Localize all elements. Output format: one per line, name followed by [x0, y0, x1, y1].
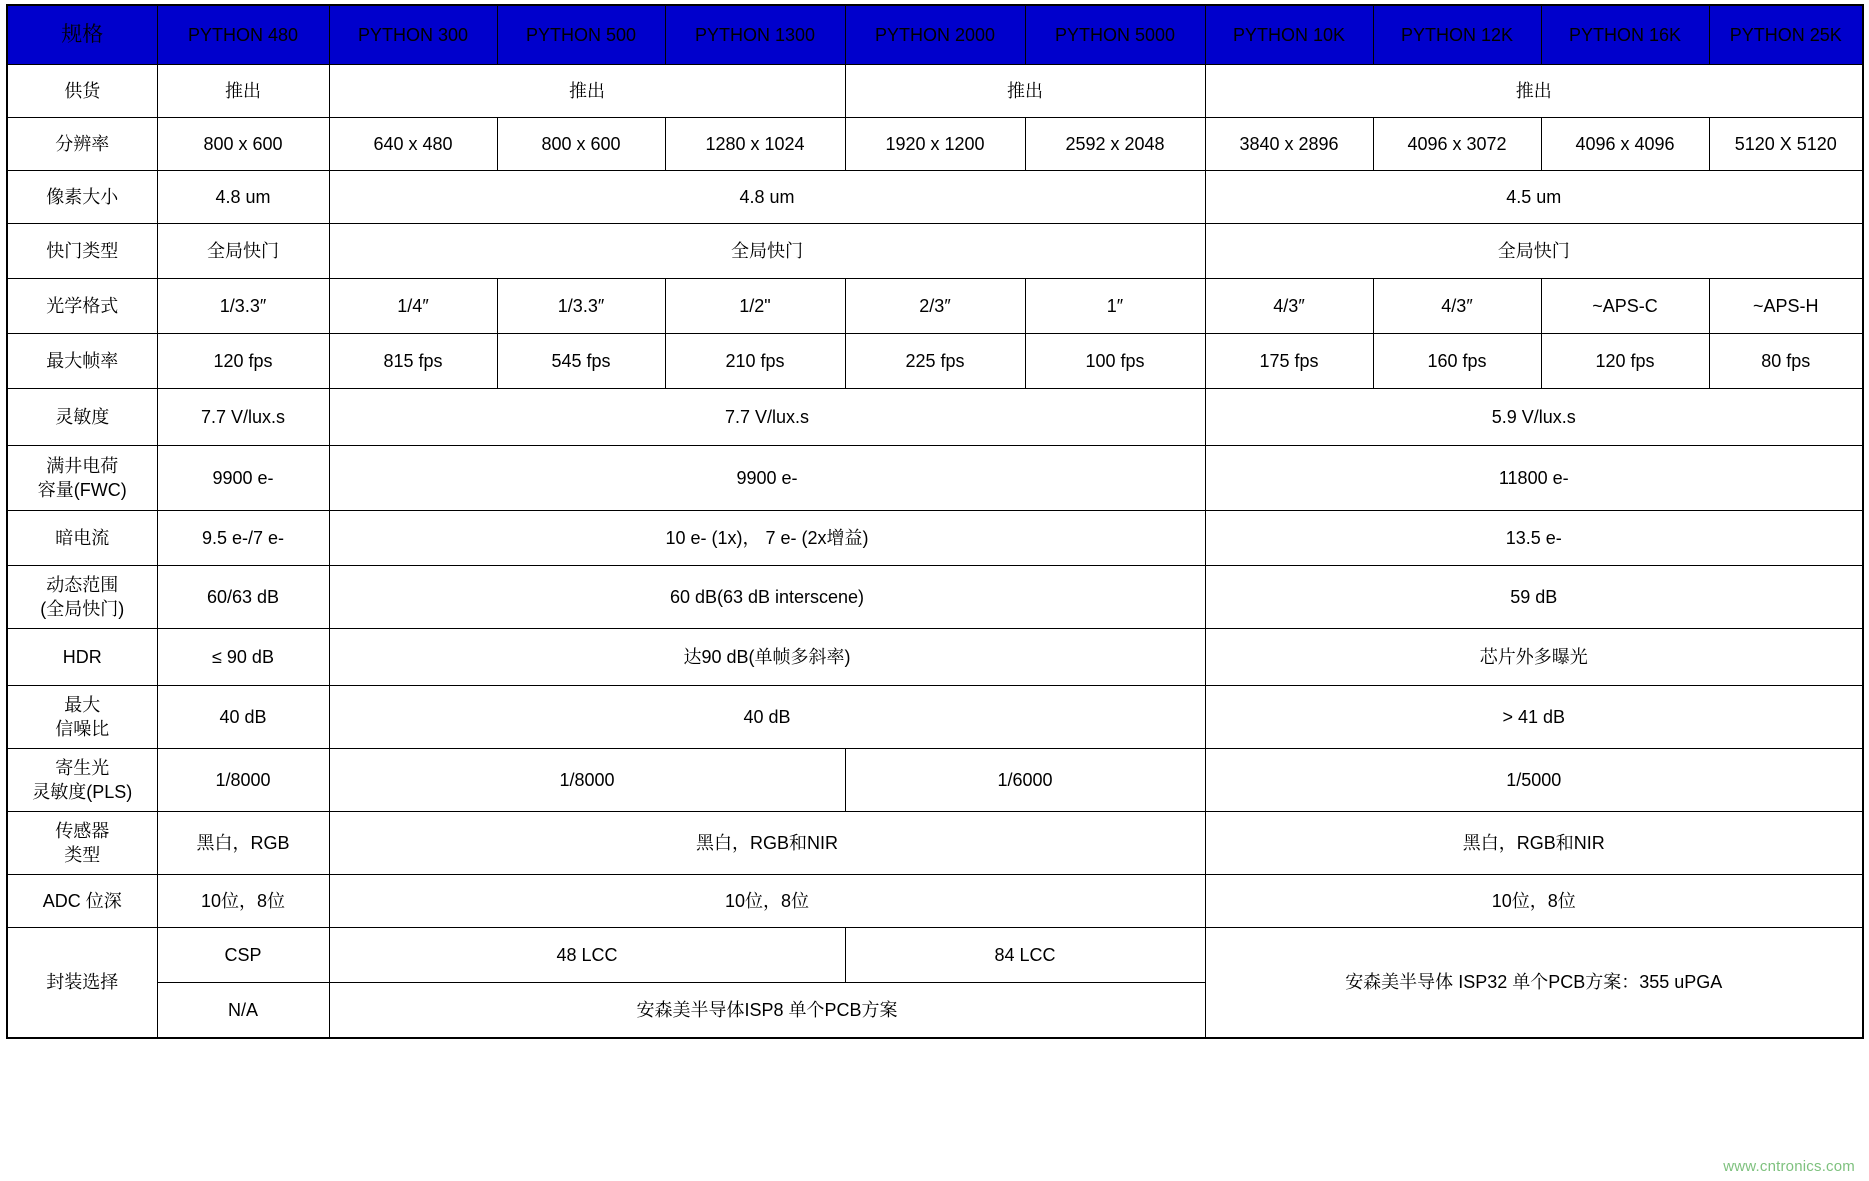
dark-current-group-10k-25k: 13.5 e- [1205, 511, 1863, 566]
dynamic-range-label-line2: (全局快门) [40, 599, 125, 619]
max-fps-python-12k: 160 fps [1373, 334, 1541, 389]
resolution-python-5000: 2592 x 2048 [1025, 118, 1205, 171]
max-fps-python-500: 545 fps [497, 334, 665, 389]
column-header-python-500: PYTHON 500 [497, 5, 665, 65]
pls-python-480: 1/8000 [157, 749, 329, 812]
max-fps-python-5000: 100 fps [1025, 334, 1205, 389]
package-isp8-group: 安森美半导体ISP8 单个PCB方案 [329, 983, 1205, 1039]
fwc-group-10k-25k: 11800 e- [1205, 446, 1863, 511]
row-label-dynamic-range [7, 566, 157, 629]
row-adc-bit-depth [7, 875, 1863, 928]
row-label-hdr: HDR [7, 629, 157, 686]
dark-current-group-300-5000: 10 e- (1x)， 7 e- (2x增益) [329, 511, 1205, 566]
availability-group-10k-25k: 推出 [1205, 65, 1863, 118]
pixel-size-group-300-5000: 4.8 um [329, 171, 1205, 224]
package-isp32-group: 安森美半导体 ISP32 单个PCB方案：355 uPGA [1205, 928, 1863, 1039]
row-dark-current [7, 511, 1863, 566]
resolution-python-300: 640 x 480 [329, 118, 497, 171]
resolution-python-16k: 4096 x 4096 [1541, 118, 1709, 171]
row-label-dark-current: 暗电流 [7, 511, 157, 566]
row-sensor-type [7, 812, 1863, 875]
optical-format-python-5000: 1″ [1025, 279, 1205, 334]
row-max-frame-rate [7, 334, 1863, 389]
adc-group-300-5000: 10位，8位 [329, 875, 1205, 928]
sensor-type-label-line1: 传感器 [55, 820, 110, 841]
fwc-label-line2: 容量(FWC) [37, 480, 127, 500]
snr-group-10k-25k: > 41 dB [1205, 686, 1863, 749]
fwc-group-300-5000: 9900 e- [329, 446, 1205, 511]
hdr-group-300-5000: 达90 dB(单帧多斜率) [329, 629, 1205, 686]
adc-python-480: 10位，8位 [157, 875, 329, 928]
sensor-type-group-300-5000: 黑白，RGB和NIR [329, 812, 1205, 875]
watermark-text: www.cntronics.com [1723, 1158, 1855, 1175]
snr-python-480: 40 dB [157, 686, 329, 749]
package-48lcc-group: 48 LCC [329, 928, 845, 983]
shutter-group-10k-25k: 全局快门 [1205, 224, 1863, 279]
resolution-python-2000: 1920 x 1200 [845, 118, 1025, 171]
resolution-python-25k: 5120 X 5120 [1709, 118, 1863, 171]
sensor-type-label-line2: 类型 [64, 845, 101, 865]
max-fps-python-16k: 120 fps [1541, 334, 1709, 389]
optical-format-python-480: 1/3.3″ [157, 279, 329, 334]
row-sensitivity [7, 389, 1863, 446]
row-label-pls [7, 749, 157, 812]
row-optical-format [7, 279, 1863, 334]
pixel-size-python-480: 4.8 um [157, 171, 329, 224]
sensitivity-group-10k-25k: 5.9 V/lux.s [1205, 389, 1863, 446]
column-header-python-480: PYTHON 480 [157, 5, 329, 65]
row-pixel-size [7, 171, 1863, 224]
optical-format-python-10k: 4/3″ [1205, 279, 1373, 334]
row-full-well-capacity [7, 446, 1863, 511]
python-sensor-spec-table [6, 4, 1864, 1039]
row-label-pixel-size: 像素大小 [7, 171, 157, 224]
adc-group-10k-25k: 10位，8位 [1205, 875, 1863, 928]
snr-label-line2: 信噪比 [55, 719, 110, 739]
optical-format-python-25k: ~APS-H [1709, 279, 1863, 334]
hdr-group-10k-25k: 芯片外多曝光 [1205, 629, 1863, 686]
row-dynamic-range [7, 566, 1863, 629]
dynamic-range-python-480: 60/63 dB [157, 566, 329, 629]
fwc-python-480: 9900 e- [157, 446, 329, 511]
column-header-python-300: PYTHON 300 [329, 5, 497, 65]
optical-format-python-500: 1/3.3″ [497, 279, 665, 334]
availability-group-2000-5000: 推出 [845, 65, 1205, 118]
sensitivity-python-480: 7.7 V/lux.s [157, 389, 329, 446]
snr-label-line1: 最大 [64, 694, 101, 715]
package-84lcc-group: 84 LCC [845, 928, 1205, 983]
row-label-resolution: 分辨率 [7, 118, 157, 171]
row-label-package-options: 封装选择 [7, 928, 157, 1039]
pixel-size-group-10k-25k: 4.5 um [1205, 171, 1863, 224]
resolution-python-10k: 3840 x 2896 [1205, 118, 1373, 171]
sensor-type-group-10k-25k: 黑白，RGB和NIR [1205, 812, 1863, 875]
dark-current-python-480: 9.5 e-/7 e- [157, 511, 329, 566]
pls-group-300-1300: 1/8000 [329, 749, 845, 812]
resolution-python-480: 800 x 600 [157, 118, 329, 171]
row-hdr [7, 629, 1863, 686]
table-header-row [7, 5, 1863, 65]
row-label-sensor-type [7, 812, 157, 875]
row-max-snr [7, 686, 1863, 749]
row-label-adc-bit-depth: ADC 位深 [7, 875, 157, 928]
shutter-group-300-5000: 全局快门 [329, 224, 1205, 279]
pls-label-line1: 寄生光 [55, 757, 110, 778]
column-header-python-16k: PYTHON 16K [1541, 5, 1709, 65]
max-fps-python-300: 815 fps [329, 334, 497, 389]
column-header-python-10k: PYTHON 10K [1205, 5, 1373, 65]
resolution-python-500: 800 x 600 [497, 118, 665, 171]
max-fps-python-2000: 225 fps [845, 334, 1025, 389]
optical-format-python-1300: 1/2" [665, 279, 845, 334]
package-csp-python-480: CSP [157, 928, 329, 983]
optical-format-python-300: 1/4″ [329, 279, 497, 334]
max-fps-python-25k: 80 fps [1709, 334, 1863, 389]
max-fps-python-1300: 210 fps [665, 334, 845, 389]
optical-format-python-12k: 4/3″ [1373, 279, 1541, 334]
shutter-python-480: 全局快门 [157, 224, 329, 279]
optical-format-python-2000: 2/3″ [845, 279, 1025, 334]
optical-format-python-16k: ~APS-C [1541, 279, 1709, 334]
max-fps-python-480: 120 fps [157, 334, 329, 389]
dynamic-range-group-10k-25k: 59 dB [1205, 566, 1863, 629]
availability-group-300-500-1300: 推出 [329, 65, 845, 118]
resolution-python-12k: 4096 x 3072 [1373, 118, 1541, 171]
column-header-python-2000: PYTHON 2000 [845, 5, 1025, 65]
row-package-option-1 [7, 928, 1863, 983]
resolution-python-1300: 1280 x 1024 [665, 118, 845, 171]
row-label-optical-format: 光学格式 [7, 279, 157, 334]
row-label-sensitivity: 灵敏度 [7, 389, 157, 446]
column-header-python-5000: PYTHON 5000 [1025, 5, 1205, 65]
row-shutter-type [7, 224, 1863, 279]
snr-group-300-5000: 40 dB [329, 686, 1205, 749]
column-header-spec: 规格 [7, 5, 157, 65]
row-label-availability: 供货 [7, 65, 157, 118]
column-header-python-25k: PYTHON 25K [1709, 5, 1863, 65]
row-availability [7, 65, 1863, 118]
hdr-python-480: ≤ 90 dB [157, 629, 329, 686]
max-fps-python-10k: 175 fps [1205, 334, 1373, 389]
sensor-type-python-480: 黑白，RGB [157, 812, 329, 875]
pls-group-2000-5000: 1/6000 [845, 749, 1205, 812]
row-label-max-frame-rate: 最大帧率 [7, 334, 157, 389]
column-header-python-1300: PYTHON 1300 [665, 5, 845, 65]
pls-group-10k-25k: 1/5000 [1205, 749, 1863, 812]
row-label-max-snr [7, 686, 157, 749]
row-parasitic-light-sensitivity [7, 749, 1863, 812]
dynamic-range-group-300-5000: 60 dB(63 dB interscene) [329, 566, 1205, 629]
availability-python-480: 推出 [157, 65, 329, 118]
pls-label-line2: 灵敏度(PLS) [32, 782, 133, 802]
column-header-python-12k: PYTHON 12K [1373, 5, 1541, 65]
row-label-shutter-type: 快门类型 [7, 224, 157, 279]
dynamic-range-label-line1: 动态范围 [46, 574, 119, 595]
sensitivity-group-300-5000: 7.7 V/lux.s [329, 389, 1205, 446]
row-label-full-well-capacity [7, 446, 157, 511]
package-na-python-480: N/A [157, 983, 329, 1039]
fwc-label-line1: 满井电荷 [46, 455, 119, 476]
row-resolution [7, 118, 1863, 171]
